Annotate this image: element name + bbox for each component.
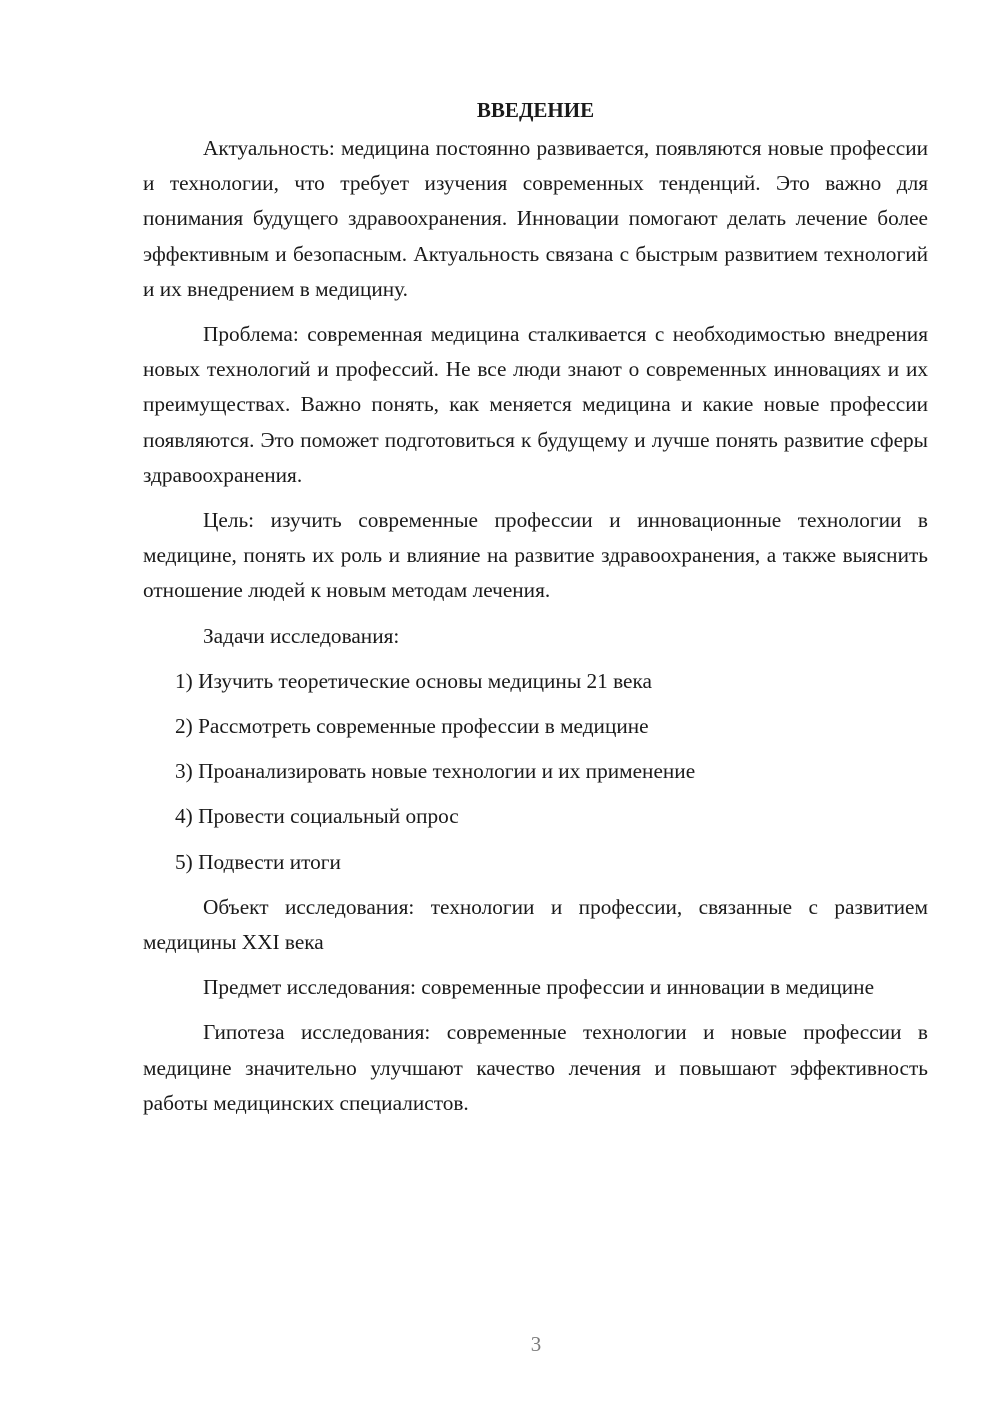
page-title: ВВЕДЕНИЕ	[476, 98, 595, 122]
task-item-1: 1) Изучить теоретические основы медицины 21 века	[175, 668, 652, 693]
task-item-5: 5) Подвести итоги	[175, 849, 341, 874]
page-number: 3	[530, 1332, 542, 1356]
task-item-3: 3) Проанализировать новые технологии и их применение	[175, 759, 696, 784]
tasks-list	[143, 664, 928, 880]
research-object-paragraph: Объект исследования: технологии и профессии, связанные с развитием медицины XXI века	[143, 894, 928, 955]
research-subject-paragraph: Предмет исследования: современные профессии и инновации в медицине	[203, 975, 875, 1000]
research-hypothesis-paragraph: Гипотеза исследования: современные технологии и новые профессии в медицине значительно улучшают качество лечения и повышают эффективность работы медицинских специалистов.	[143, 1020, 928, 1115]
document-page	[143, 92, 928, 1131]
tasks-title: Задачи исследования:	[203, 623, 400, 648]
task-item-2: 2) Рассмотреть современные профессии в медицине	[175, 714, 649, 739]
relevance-paragraph: Актуальность: медицина постоянно развивается, появляются новые профессии и технологии, что требует изучения современных тенденций. Это важно для понимания будущего здравоохранения. Инновации помогают делать лечение более эффективным и безопасным. Актуальность связана с быстрым развитием технологий и их внедрением в медицину.	[143, 136, 928, 301]
problem-paragraph: Проблема: современная медицина сталкивается с необходимостью внедрения новых технологий и профессий. Не все люди знают о современных инновациях и их преимуществах. Важно понять, как меняется медицина и какие новые профессии появляются. Это поможет подготовиться к будущему и лучше понять развитие сферы здравоохранения.	[143, 322, 928, 487]
task-item-4: 4) Провести социальный опрос	[175, 804, 459, 829]
goal-paragraph: Цель: изучить современные профессии и инновационные технологии в медицине, понять их роль и влияние на развитие здравоохранения, а также выяснить отношение людей к новым методам лечения.	[143, 508, 928, 603]
